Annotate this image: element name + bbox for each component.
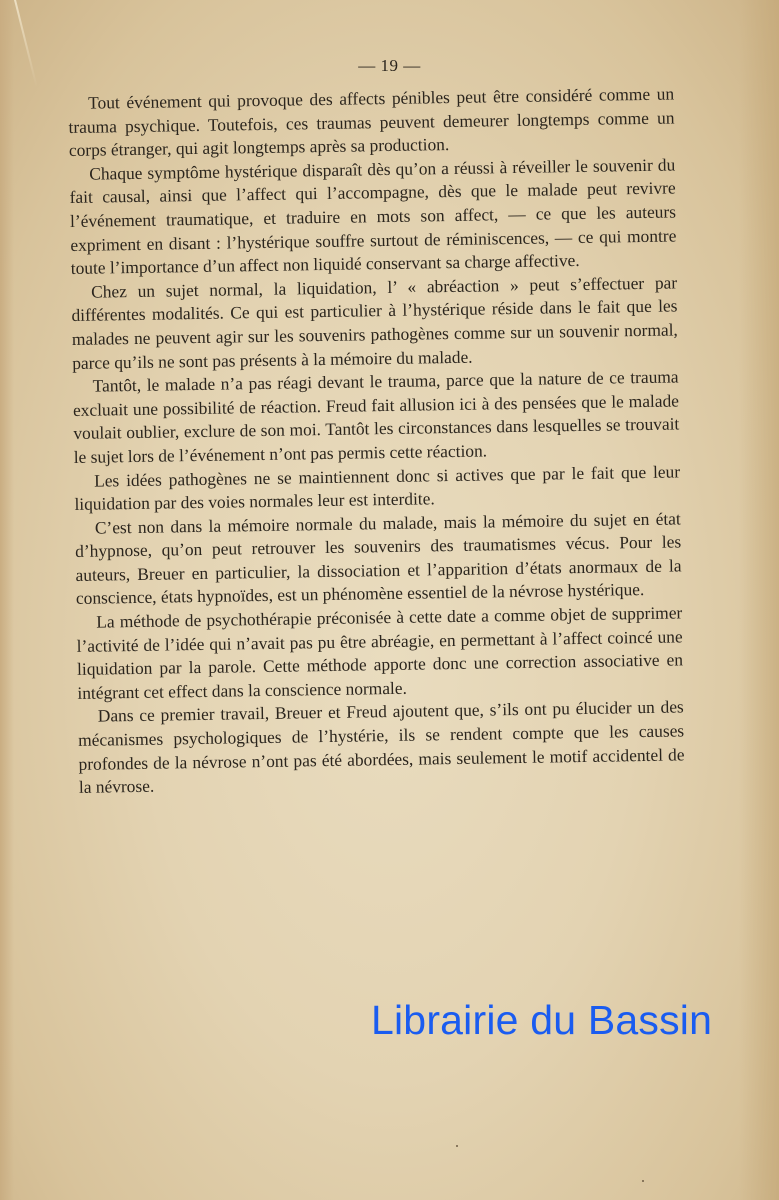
watermark: Librairie du Bassin <box>371 997 713 1043</box>
paragraph-4: Tantôt, le malade n’a pas réagi devant le trauma, parce que la nature de ce trauma excluait une possibilité de réaction. Freud fait allusion ici à des pensées que le malade voulait oublier, exclure de son moi. Tantôt les circonstances dans lesquelles se trouvait le sujet lors de l’événement n’ont pas permis cette réaction. <box>72 366 680 467</box>
paragraph-5: Les idées pathogènes ne se maintiennent donc si actives que par le fait que leur liquidation par des voies normales leur est interdite. <box>74 460 681 515</box>
body-text <box>68 82 685 799</box>
page-number: — 19 — <box>358 56 421 75</box>
paper-speck <box>456 1145 458 1147</box>
paragraph-7: La méthode de psychothérapie préconisée à cette date a comme objet de supprimer l’activité de l’idée qui n’avait pas pu être abréagie, en permettant à l’affect coincé une liquidation par la parole. Cette méthode apporte donc une correction associative en intégrant cet effect dans la conscience normale. <box>76 602 684 703</box>
paragraph-3: Chez un sujet normal, la liquidation, l’ « abréaction » peut s’effectuer par différentes modalités. Ce qui est particulier à l’hystérique réside dans le fait que les malades ne peuvent agir sur les souvenirs pathogènes comme sur un souvenir normal, parce qu’ils ne sont pas présents à la mémoire du malade. <box>71 272 678 373</box>
paper-speck <box>642 1180 644 1182</box>
paragraph-1: Tout événement qui provoque des affects pénibles peut être considéré comme un trauma psychique. Toutefois, ces traumas peuvent demeurer longtemps comme un corps étranger, qui agit longtemps après sa production. <box>68 83 675 161</box>
paragraph-6: C’est non dans la mémoire normale du malade, mais la mémoire du sujet en état d’hypnose, qu’on peut retrouver les souvenirs des traumatismes vécus. Pour les auteurs, Breuer en particulier, la dissociation et l’apparition d’états anormaux de la conscience, états hypnoïdes, est un phénomène essentiel de la névrose hystérique. <box>75 508 682 609</box>
paragraph-2: Chaque symptôme hystérique disparaît dès qu’on a réussi à réveiller le souvenir du fait causal, ainsi que l’affect qui l’accompagne, dès que le malade peut revivre l’événement traumatique, et traduire en mots son affect, — ce que les auteurs expriment en disant : l’hystérique souffre surtout de réminiscences, — ce qui montre toute l’importance d’un affect non liquidé conservant sa charge affective. <box>69 154 677 279</box>
paragraph-8: Dans ce premier travail, Breuer et Freud ajoutent que, s’ils ont pu élucider un des mécanismes psychologiques de l’hystérie, ils se rendent compte que les causes profondes de la névrose n’ont pas été abordées, mais seulement le motif accidentel de la névrose. <box>78 696 685 798</box>
